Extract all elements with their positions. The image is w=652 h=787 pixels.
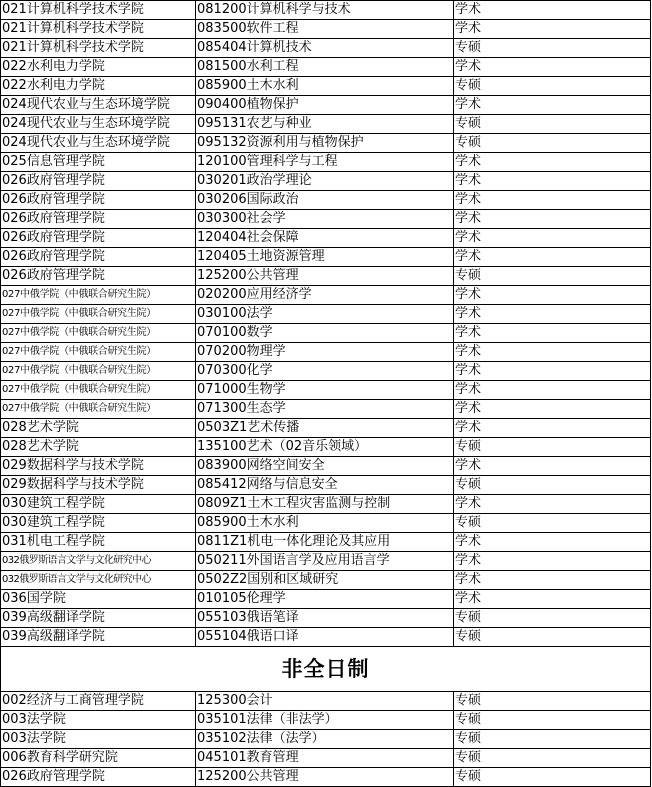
degree-type-cell: 专硕 (454, 134, 651, 153)
college-cell: 026政府管理学院 (1, 172, 196, 191)
degree-type-cell: 学术 (454, 58, 651, 77)
table-row (1, 305, 651, 324)
table-row (1, 77, 651, 96)
college-cell: 021计算机科学技术学院 (1, 1, 196, 20)
major-cell: 085900土木水利 (196, 514, 454, 533)
major-cell: 090400植物保护 (196, 96, 454, 115)
college-cell: 022水利电力学院 (1, 58, 196, 77)
table-row (1, 711, 651, 730)
table-row (1, 229, 651, 248)
major-cell: 081500水利工程 (196, 58, 454, 77)
degree-type-cell: 学术 (454, 362, 651, 381)
table-row (1, 39, 651, 58)
table-row (1, 609, 651, 628)
major-cell: 030100法学 (196, 305, 454, 324)
degree-type-cell: 学术 (454, 590, 651, 609)
table-row (1, 1, 651, 20)
college-cell: 026政府管理学院 (1, 210, 196, 229)
table-row (1, 134, 651, 153)
table-row (1, 96, 651, 115)
college-cell: 027中俄学院（中俄联合研究生院） (1, 286, 196, 305)
college-cell: 031机电工程学院 (1, 533, 196, 552)
major-cell: 055104俄语口译 (196, 628, 454, 647)
table-row (1, 457, 651, 476)
major-cell: 120404社会保障 (196, 229, 454, 248)
major-cell: 0809Z1土木工程灾害监测与控制 (196, 495, 454, 514)
major-cell: 070300化学 (196, 362, 454, 381)
college-cell: 032俄罗斯语言文学与文化研究中心 (1, 552, 196, 571)
table-row (1, 768, 651, 787)
degree-type-cell: 学术 (454, 20, 651, 39)
table-row (1, 324, 651, 343)
degree-type-cell: 专硕 (454, 692, 651, 711)
major-cell: 125200公共管理 (196, 768, 454, 787)
college-cell: 028艺术学院 (1, 438, 196, 457)
degree-type-cell: 学术 (454, 533, 651, 552)
degree-type-cell: 专硕 (454, 115, 651, 134)
table-row (1, 514, 651, 533)
table-row (1, 153, 651, 172)
major-cell: 030206国际政治 (196, 191, 454, 210)
degree-type-cell: 学术 (454, 96, 651, 115)
major-cell: 083500软件工程 (196, 20, 454, 39)
major-cell: 070100数学 (196, 324, 454, 343)
college-cell: 026政府管理学院 (1, 768, 196, 787)
college-cell: 026政府管理学院 (1, 248, 196, 267)
major-cell: 085404计算机技术 (196, 39, 454, 58)
table-row (1, 552, 651, 571)
major-cell: 035102法律（法学） (196, 730, 454, 749)
college-cell: 024现代农业与生态环境学院 (1, 115, 196, 134)
section-header-row (1, 647, 651, 692)
degree-type-cell: 专硕 (454, 711, 651, 730)
degree-type-cell: 学术 (454, 153, 651, 172)
college-cell: 002经济与工商管理学院 (1, 692, 196, 711)
college-cell: 022水利电力学院 (1, 77, 196, 96)
degree-type-cell: 专硕 (454, 77, 651, 96)
section-title: 非全日制 (1, 647, 651, 692)
table-row (1, 362, 651, 381)
degree-type-cell: 学术 (454, 571, 651, 590)
degree-type-cell: 学术 (454, 495, 651, 514)
table-row (1, 172, 651, 191)
major-cell: 085412网络与信息安全 (196, 476, 454, 495)
degree-type-cell: 学术 (454, 172, 651, 191)
major-cell: 035101法律（非法学） (196, 711, 454, 730)
degree-type-cell: 专硕 (454, 267, 651, 286)
table-row (1, 115, 651, 134)
degree-type-cell: 学术 (454, 286, 651, 305)
major-cell: 095131农艺与种业 (196, 115, 454, 134)
table-row (1, 628, 651, 647)
major-cell: 030300社会学 (196, 210, 454, 229)
major-cell: 071000生物学 (196, 381, 454, 400)
college-cell: 027中俄学院（中俄联合研究生院） (1, 305, 196, 324)
degree-type-cell: 学术 (454, 210, 651, 229)
table-row (1, 419, 651, 438)
college-cell: 026政府管理学院 (1, 191, 196, 210)
table-row (1, 749, 651, 768)
major-cell: 120100管理科学与工程 (196, 153, 454, 172)
major-cell: 135100艺术（02音乐领域） (196, 438, 454, 457)
degree-type-cell: 学术 (454, 1, 651, 20)
degree-type-cell: 学术 (454, 229, 651, 248)
table-row (1, 286, 651, 305)
major-cell: 045101教育管理 (196, 749, 454, 768)
major-cell: 071300生态学 (196, 400, 454, 419)
degree-type-cell: 学术 (454, 191, 651, 210)
college-cell: 036国学院 (1, 590, 196, 609)
degree-type-cell: 专硕 (454, 628, 651, 647)
degree-type-cell: 学术 (454, 381, 651, 400)
table-row (1, 58, 651, 77)
college-cell: 027中俄学院（中俄联合研究生院） (1, 400, 196, 419)
major-cell: 055103俄语笔译 (196, 609, 454, 628)
major-cell: 125300会计 (196, 692, 454, 711)
major-cell: 083900网络空间安全 (196, 457, 454, 476)
college-cell: 021计算机科学技术学院 (1, 39, 196, 58)
major-cell: 125200公共管理 (196, 267, 454, 286)
college-cell: 029数据科学与技术学院 (1, 476, 196, 495)
table-row (1, 730, 651, 749)
degree-type-cell: 学术 (454, 457, 651, 476)
degree-type-cell: 专硕 (454, 476, 651, 495)
table-row (1, 191, 651, 210)
major-cell: 085900土木水利 (196, 77, 454, 96)
degree-type-cell: 专硕 (454, 768, 651, 787)
degree-type-cell: 专硕 (454, 514, 651, 533)
major-cell: 081200计算机科学与技术 (196, 1, 454, 20)
college-cell: 003法学院 (1, 711, 196, 730)
section-header-body (1, 647, 651, 692)
fulltime-table-body (1, 1, 651, 647)
table-row (1, 400, 651, 419)
degree-type-cell: 专硕 (454, 730, 651, 749)
major-cell: 030201政治学理论 (196, 172, 454, 191)
college-cell: 025信息管理学院 (1, 153, 196, 172)
degree-type-cell: 学术 (454, 552, 651, 571)
college-cell: 027中俄学院（中俄联合研究生院） (1, 381, 196, 400)
college-cell: 030建筑工程学院 (1, 514, 196, 533)
degree-type-cell: 学术 (454, 248, 651, 267)
degree-type-cell: 专硕 (454, 609, 651, 628)
college-cell: 026政府管理学院 (1, 267, 196, 286)
major-cell: 0502Z2国别和区域研究 (196, 571, 454, 590)
degree-type-cell: 学术 (454, 400, 651, 419)
table-row (1, 533, 651, 552)
college-cell: 039高级翻译学院 (1, 609, 196, 628)
college-cell: 021计算机科学技术学院 (1, 20, 196, 39)
college-cell: 027中俄学院（中俄联合研究生院） (1, 362, 196, 381)
table-row (1, 381, 651, 400)
college-cell: 003法学院 (1, 730, 196, 749)
degree-type-cell: 专硕 (454, 749, 651, 768)
table-row (1, 571, 651, 590)
college-cell: 029数据科学与技术学院 (1, 457, 196, 476)
college-cell: 027中俄学院（中俄联合研究生院） (1, 324, 196, 343)
table-row (1, 438, 651, 457)
college-cell: 024现代农业与生态环境学院 (1, 134, 196, 153)
table-row (1, 248, 651, 267)
degree-type-cell: 学术 (454, 305, 651, 324)
degree-type-cell: 学术 (454, 343, 651, 362)
table-row (1, 590, 651, 609)
table-row (1, 343, 651, 362)
table-row (1, 20, 651, 39)
table-row (1, 210, 651, 229)
major-cell: 010105伦理学 (196, 590, 454, 609)
college-cell: 030建筑工程学院 (1, 495, 196, 514)
major-cell: 095132资源利用与植物保护 (196, 134, 454, 153)
parttime-table-body (1, 692, 651, 787)
table-row (1, 476, 651, 495)
major-cell: 070200物理学 (196, 343, 454, 362)
degree-type-cell: 学术 (454, 419, 651, 438)
major-cell: 0503Z1艺术传播 (196, 419, 454, 438)
major-cell: 050211外国语言学及应用语言学 (196, 552, 454, 571)
college-cell: 006教育科学研究院 (1, 749, 196, 768)
college-cell: 024现代农业与生态环境学院 (1, 96, 196, 115)
major-cell: 120405土地资源管理 (196, 248, 454, 267)
college-cell: 039高级翻译学院 (1, 628, 196, 647)
degree-type-cell: 学术 (454, 324, 651, 343)
major-cell: 020200应用经济学 (196, 286, 454, 305)
table-row (1, 692, 651, 711)
college-cell: 026政府管理学院 (1, 229, 196, 248)
table-row (1, 495, 651, 514)
degree-type-cell: 专硕 (454, 438, 651, 457)
degree-type-cell: 专硕 (454, 39, 651, 58)
college-cell: 032俄罗斯语言文学与文化研究中心 (1, 571, 196, 590)
table-row (1, 267, 651, 286)
college-cell: 027中俄学院（中俄联合研究生院） (1, 343, 196, 362)
major-cell: 0811Z1机电一体化理论及其应用 (196, 533, 454, 552)
college-cell: 028艺术学院 (1, 419, 196, 438)
